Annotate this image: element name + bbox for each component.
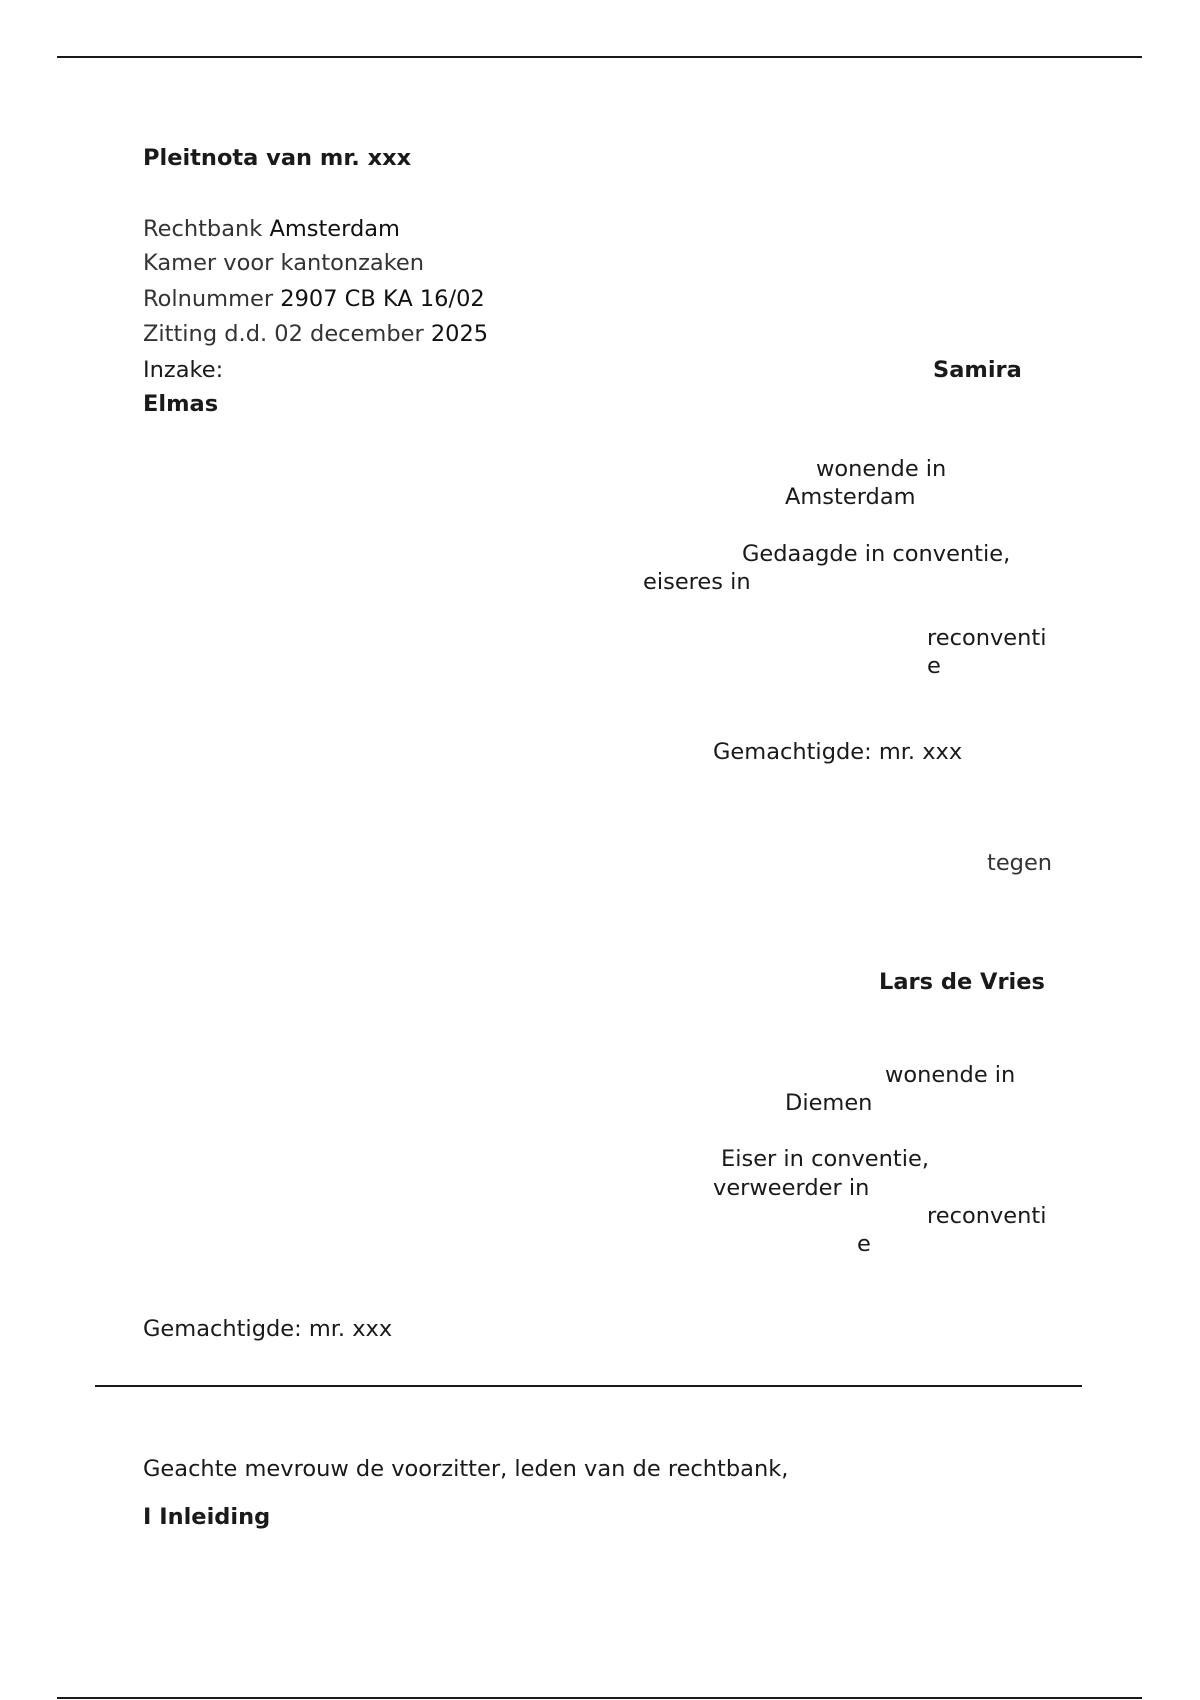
hearing-line [143,323,488,346]
court-line [143,218,400,241]
party2-role-line1: Eiser in conventie, [721,1146,929,1172]
case-number-label: Rolnummer [143,286,274,312]
party2-name: Lars de Vries [879,969,1045,995]
party1-name-first: Samira [933,357,1022,383]
versus-label: tegen [987,850,1053,876]
bottom-rule [57,1697,1142,1699]
case-number-line [143,288,485,311]
hearing-year: 2025 [430,321,489,347]
party1-role-line2: eiseres in [643,569,751,595]
party1-role-line3: reconventi [927,625,1047,651]
party1-name-last: Elmas [143,391,219,417]
salutation: Geachte mevrouw de voorzitter, leden van de rechtbank, [143,1456,789,1482]
chamber-line: Kamer voor kantonzaken [143,250,425,276]
party2-residence-line2: Diemen [785,1090,873,1116]
court-label: Rechtbank [143,216,263,242]
matter-label: Inzake: [143,357,224,383]
court-value: Amsterdam [269,216,400,242]
party2-role-line2: verweerder in [713,1175,870,1201]
top-rule [57,56,1142,58]
party1-counsel: Gemachtigde: mr. xxx [713,739,963,765]
party1-role-line4: e [927,653,941,679]
case-number-value: 2907 CB KA 16/02 [280,286,485,312]
hearing-label: Zitting d.d. 02 december [143,321,424,347]
party1-role-line1: Gedaagde in conventie, [742,541,1011,567]
separator-rule [95,1385,1082,1387]
section-heading: I Inleiding [143,1504,271,1530]
party2-role-line4: e [857,1231,871,1257]
document-title: Pleitnota van mr. xxx [143,145,412,171]
party1-residence-line2: Amsterdam [785,484,916,510]
party2-role-line3: reconventi [927,1203,1047,1229]
party2-counsel: Gemachtigde: mr. xxx [143,1316,393,1342]
party2-residence-line1: wonende in [885,1062,1016,1088]
party1-residence-line1: wonende in [816,456,947,482]
